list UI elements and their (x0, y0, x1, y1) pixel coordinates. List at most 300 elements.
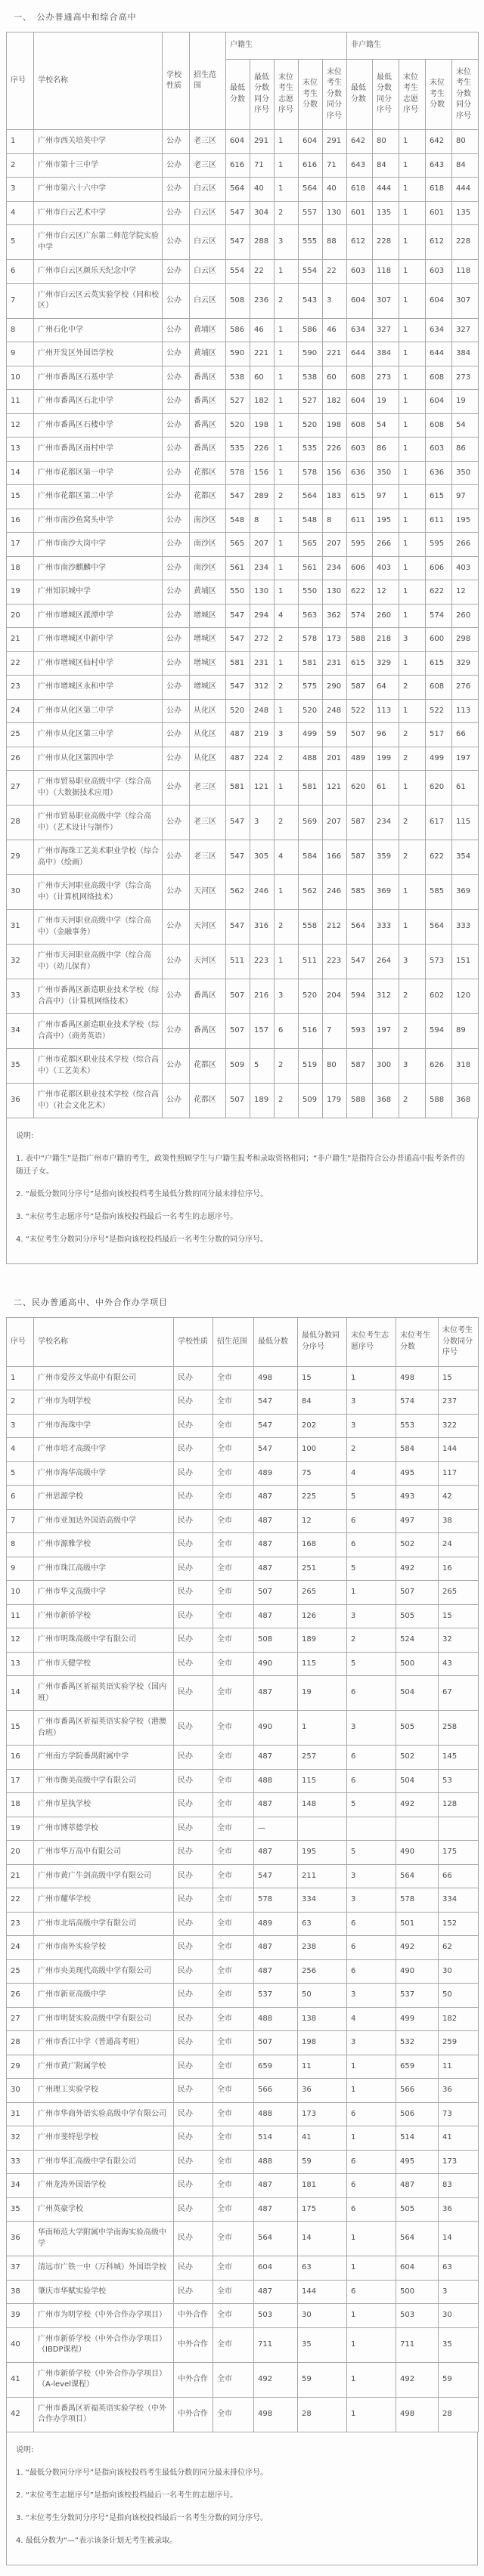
cell-value: 1 (347, 2079, 396, 2103)
cell-value: 487 (254, 1841, 298, 1865)
notes-title: 说明: (16, 1132, 34, 1140)
cell-value: 民办 (174, 2031, 213, 2055)
cell-value: 221 (250, 342, 275, 366)
cell-value: 527 (226, 390, 250, 414)
table-row (7, 2256, 479, 2281)
cell-value: 公办 (163, 747, 190, 771)
cell-value: 503 (396, 2304, 439, 2328)
cell-school-name: 广州市耀华学校 (34, 1888, 174, 1913)
cell-value: 566 (254, 2079, 298, 2103)
cell-seq: 14 (7, 461, 34, 485)
cell-value: 公办 (163, 699, 190, 723)
column-header-min-score: 最低分数 (347, 59, 373, 130)
cell-school-name: 华南师范大学附属中学南海实验高级中学 (34, 2222, 174, 2256)
cell-school-name: 广州市白云艺术中学 (34, 201, 163, 225)
cell-value: 2 (399, 747, 426, 771)
cell-value: 581 (299, 651, 323, 676)
table-row (7, 1793, 479, 1817)
table-row (7, 723, 479, 747)
cell-value: 75 (298, 1461, 347, 1486)
cell-value: 2 (347, 1628, 396, 1653)
cell-value: 636 (426, 461, 452, 485)
cell-value: 61 (373, 771, 399, 806)
cell-value: 从化区 (190, 699, 226, 723)
cell-value: 126 (298, 1604, 347, 1628)
cell-school-name: 广州市番禺区新造职业技术学校（综合高中）（商务英语） (34, 1014, 163, 1049)
cell-value: 6 (347, 1936, 396, 1960)
cell-value: 135 (373, 201, 399, 225)
cell-value: 83 (439, 2174, 479, 2198)
cell-value: 272 (250, 628, 275, 652)
cell-value: 547 (347, 945, 373, 979)
cell-value: 南沙区 (190, 556, 226, 580)
cell-school-name: 广州市贸易职业高级中学（综合高中）（大数据技术应用） (34, 771, 163, 806)
cell-value: 3 (250, 806, 275, 840)
cell-value: 3 (323, 283, 347, 318)
cell-school-name: 广州市海珠工艺美术职业学校（综合高中）（绘画） (34, 840, 163, 875)
cell-school-name: 广州市番禺区石基中学 (34, 366, 163, 390)
column-header-seq: 序号 (7, 32, 34, 130)
cell-value: 489 (254, 1912, 298, 1936)
cell-value: 花都区 (190, 461, 226, 485)
cell-value: 32 (439, 1628, 479, 1653)
cell-value: 327 (452, 318, 479, 342)
cell-school-name: 广州市珠江高级中学 (34, 1557, 174, 1581)
cell-value: 219 (250, 723, 275, 747)
cell-value: 608 (426, 366, 452, 390)
cell-school-name: 广州市南沙大岗中学 (34, 533, 163, 557)
cell-value (347, 1817, 396, 1841)
cell-value: 369 (452, 875, 479, 910)
cell-value: 564 (396, 1864, 439, 1888)
cell-value: 1 (275, 875, 299, 910)
cell-value: 增城区 (190, 628, 226, 652)
cell-value: 173 (298, 2102, 347, 2126)
cell-seq: 30 (7, 2079, 34, 2103)
cell-value: 259 (439, 2031, 479, 2055)
cell-value: 公办 (163, 945, 190, 979)
cell-seq: 9 (7, 342, 34, 366)
cell-value: 333 (452, 910, 479, 945)
cell-value: 民办 (174, 2174, 213, 2198)
cell-value: 601 (426, 201, 452, 225)
cell-value: 全市 (213, 1711, 254, 1746)
cell-value: 2 (275, 485, 299, 509)
cell-value: 全市 (213, 1769, 254, 1793)
cell-seq: 33 (7, 2150, 34, 2174)
cell-value: 1 (399, 509, 426, 533)
note-item: 1. 表中“户籍生”是指广州市户籍的考生，政策性照顾学生与户籍生报考和录取资格相同；“非户籍生”是指符合公办普通高中报考条件的随迁子女。 (16, 1155, 465, 1176)
cell-value: 499 (299, 723, 323, 747)
cell-value: 168 (298, 1533, 347, 1557)
cell-value: 248 (250, 699, 275, 723)
cell-value: 507 (254, 2031, 298, 2055)
cell-value: 2 (399, 723, 426, 747)
cell-value: 54 (373, 413, 399, 438)
cell-value: 公办 (163, 840, 190, 875)
cell-value: 番禺区 (190, 979, 226, 1014)
table-row (7, 1509, 479, 1533)
column-header-hukou-group: 户籍生 (226, 32, 347, 60)
cell-value: 403 (452, 556, 479, 580)
cell-value: 487 (254, 2280, 298, 2304)
cell-value: 181 (298, 2174, 347, 2198)
cell-value: 304 (250, 201, 275, 225)
cell-seq: 11 (7, 390, 34, 414)
cell-value: 11 (298, 2055, 347, 2079)
cell-value: 307 (373, 283, 399, 318)
cell-value: 487 (254, 1557, 298, 1581)
cell-value: 2 (275, 283, 299, 318)
cell-value: 492 (396, 1936, 439, 1960)
cell-value: 5 (347, 1557, 396, 1581)
cell-seq: 20 (7, 604, 34, 628)
cell-value: 全市 (213, 1390, 254, 1415)
table-row (7, 366, 479, 390)
cell-value: 608 (426, 413, 452, 438)
cell-value: 201 (323, 747, 347, 771)
cell-value: 6 (347, 1746, 396, 1770)
cell-value: 503 (254, 2304, 298, 2328)
cell-value: 1 (399, 201, 426, 225)
cell-value: 15 (298, 1366, 347, 1390)
cell-value: 公办 (163, 1084, 190, 1118)
cell-value: 514 (254, 2126, 298, 2151)
cell-value: 354 (452, 840, 479, 875)
cell-value: 民办 (174, 1461, 213, 1486)
cell-value: 522 (426, 699, 452, 723)
cell-school-name: 广州市白云区颜乐天纪念中学 (34, 260, 163, 284)
cell-value: 1 (399, 260, 426, 284)
cell-seq: 18 (7, 556, 34, 580)
cell-value: 495 (396, 2150, 439, 2174)
cell-value: 59 (298, 2362, 347, 2397)
cell-value: 97 (452, 485, 479, 509)
cell-value: 238 (298, 1936, 347, 1960)
cell-value: 487 (226, 723, 250, 747)
section1-title: 一、 公办普通高中和综合高中 (14, 12, 137, 22)
cell-value: 620 (347, 771, 373, 806)
table-row (7, 2126, 479, 2151)
cell-value: 全市 (213, 2174, 254, 2198)
cell-value: 547 (226, 628, 250, 652)
cell-value: 587 (347, 1049, 373, 1084)
cell-value: 182 (250, 390, 275, 414)
cell-school-name: 广州市斐特思学校 (34, 2126, 174, 2151)
cell-value: 花都区 (190, 1084, 226, 1118)
cell-value: 50 (439, 1984, 479, 2008)
cell-value: 全市 (213, 1984, 254, 2008)
cell-value: 618 (426, 178, 452, 202)
table-row (7, 875, 479, 910)
cell-value: 35 (298, 2327, 347, 2362)
cell-value: 88 (323, 225, 347, 260)
cell-value: 198 (323, 413, 347, 438)
cell-value: 全市 (213, 2197, 254, 2222)
cell-school-name: 广州市源雅学校 (34, 1533, 174, 1557)
cell-seq: 11 (7, 1604, 34, 1628)
cell-value: 659 (396, 2055, 439, 2079)
cell-value: 384 (452, 342, 479, 366)
cell-seq: 28 (7, 806, 34, 840)
cell-value: 民办 (174, 2197, 213, 2222)
cell-seq: 28 (7, 2031, 34, 2055)
cell-value: 6 (347, 2197, 396, 2222)
cell-value: 588 (426, 1084, 452, 1118)
column-header-min-score-tie: 最低分数同分序号 (298, 1318, 347, 1367)
cell-value: 天河区 (190, 910, 226, 945)
table1-body (7, 130, 479, 1118)
cell-value: 604 (347, 390, 373, 414)
cell-value: 547 (254, 1414, 298, 1438)
cell-value: 520 (226, 699, 250, 723)
cell-value: 1 (399, 699, 426, 723)
table-row (7, 413, 479, 438)
cell-school-name: 广州市增城区派潭中学 (34, 604, 163, 628)
column-header-scope: 招生范围 (213, 1318, 254, 1367)
public-schools-table (6, 32, 479, 1118)
cell-school-name: 广州市花都区职业技术学校（综合高中）（社会文化艺术） (34, 1084, 163, 1118)
cell-value: 3 (347, 1864, 396, 1888)
cell-value: 565 (299, 533, 323, 557)
cell-value: 318 (452, 1049, 479, 1084)
table-row (7, 318, 479, 342)
cell-value: 204 (323, 979, 347, 1014)
cell-value: 711 (254, 2327, 298, 2362)
cell-value: 500 (396, 2280, 439, 2304)
cell-value: 257 (298, 1746, 347, 1770)
cell-seq: 32 (7, 945, 34, 979)
cell-value: 2 (275, 747, 299, 771)
cell-value: 207 (323, 806, 347, 840)
cell-value: 362 (323, 604, 347, 628)
cell-school-name: 广州市增城区仙村中学 (34, 651, 163, 676)
cell-value: 290 (323, 676, 347, 700)
cell-value: 公办 (163, 771, 190, 806)
cell-value: 562 (226, 875, 250, 910)
cell-value: 118 (373, 260, 399, 284)
cell-value: 487 (254, 1509, 298, 1533)
cell-seq: 9 (7, 1557, 34, 1581)
cell-value: 民办 (174, 2007, 213, 2031)
cell-value: 618 (347, 178, 373, 202)
cell-value: 189 (250, 1084, 275, 1118)
table-row (7, 1486, 479, 1510)
cell-value: 全市 (213, 1461, 254, 1486)
cell-value: 520 (226, 413, 250, 438)
cell-value: 128 (439, 1793, 479, 1817)
cell-value: 84 (452, 153, 479, 178)
column-header-nature: 学校性质 (163, 32, 190, 130)
cell-seq: 41 (7, 2362, 34, 2397)
table-row (7, 201, 479, 225)
cell-value: 588 (347, 628, 373, 652)
cell-value: 547 (226, 485, 250, 509)
cell-value: 490 (254, 1711, 298, 1746)
cell-value: 587 (347, 676, 373, 700)
note-item: 2. “最低分数同分序号”是指向该校投档考生最低分数的同分最末排位序号。 (16, 1190, 268, 1198)
cell-value: 64 (373, 676, 399, 700)
cell-seq: 27 (7, 771, 34, 806)
cell-value: 492 (396, 2362, 439, 2397)
cell-value: 民办 (174, 1959, 213, 1984)
table-row (7, 2222, 479, 2256)
cell-value: 226 (323, 438, 347, 462)
cell-value: 234 (323, 556, 347, 580)
cell-value: 19 (373, 390, 399, 414)
cell-value: 198 (250, 413, 275, 438)
table-row (7, 2055, 479, 2079)
cell-value: 公办 (163, 342, 190, 366)
cell-value: 民办 (174, 1366, 213, 1390)
cell-value: 487 (254, 1746, 298, 1770)
cell-school-name: 广州市增城区中新中学 (34, 628, 163, 652)
cell-value (396, 1817, 439, 1841)
cell-school-name: 广州市天河职业高级中学（综合高中）（计算机网络技术） (34, 875, 163, 910)
cell-value: 622 (347, 580, 373, 605)
cell-value: 564 (299, 178, 323, 202)
cell-value: 22 (250, 260, 275, 284)
cell-value: 175 (439, 1841, 479, 1865)
cell-value: 587 (347, 840, 373, 875)
table-row (7, 2327, 479, 2362)
table-row (7, 1390, 479, 1415)
cell-value: 288 (250, 225, 275, 260)
cell-value: 264 (373, 945, 399, 979)
cell-value: 368 (373, 1084, 399, 1118)
cell-value: 80 (323, 1049, 347, 1084)
cell-seq: 6 (7, 1486, 34, 1510)
cell-value: 全市 (213, 1509, 254, 1533)
cell-seq: 3 (7, 178, 34, 202)
cell-school-name: 清远市广铁一中（万科城）外国语学校 (34, 2256, 174, 2281)
cell-value: 600 (426, 628, 452, 652)
cell-value: 197 (373, 1014, 399, 1049)
cell-value: 509 (299, 1084, 323, 1118)
cell-value: 569 (299, 806, 323, 840)
cell-value: 504 (396, 1676, 439, 1711)
cell-value: 622 (426, 840, 452, 875)
cell-value: 民办 (174, 1676, 213, 1711)
cell-value: 59 (298, 2150, 347, 2174)
cell-value: 61 (452, 771, 479, 806)
cell-value: 291 (323, 130, 347, 154)
cell-value: 全市 (213, 1557, 254, 1581)
note-item: 2. “末位考生志愿序号”是指向该校投档最后一名考生的志愿序号。 (16, 2491, 238, 2500)
cell-school-name: 广州知识城中学 (34, 580, 163, 605)
cell-value: 199 (373, 747, 399, 771)
notes-title: 说明: (16, 2445, 34, 2454)
cell-value: 608 (347, 366, 373, 390)
cell-value: 1 (399, 178, 426, 202)
cell-value: 497 (396, 1509, 439, 1533)
cell-seq: 25 (7, 723, 34, 747)
cell-value: 595 (347, 533, 373, 557)
cell-school-name: 广州石化中学 (34, 318, 163, 342)
cell-value: 622 (426, 580, 452, 605)
cell-value: 182 (323, 390, 347, 414)
cell-value: 全市 (213, 2055, 254, 2079)
cell-value: 115 (452, 806, 479, 840)
cell-value: 3 (275, 225, 299, 260)
cell-value: 266 (373, 533, 399, 557)
cell-school-name: 广州市海珠中学 (34, 1414, 174, 1438)
cell-value: 590 (226, 342, 250, 366)
cell-value: 南沙区 (190, 533, 226, 557)
cell-value: 498 (396, 2397, 439, 2432)
cell-school-name: 广州市从化区第三中学 (34, 723, 163, 747)
cell-seq: 30 (7, 875, 34, 910)
cell-value: 公办 (163, 413, 190, 438)
table-row (7, 438, 479, 462)
column-header-school: 学校名称 (34, 32, 163, 130)
cell-value: 1 (347, 1366, 396, 1390)
cell-value: 547 (226, 806, 250, 840)
cell-value: 3 (399, 1049, 426, 1084)
cell-value: 488 (254, 2102, 298, 2126)
cell-seq: 32 (7, 2126, 34, 2151)
cell-value: 511 (299, 945, 323, 979)
cell-value: 24 (439, 1533, 479, 1557)
cell-value: 1 (399, 556, 426, 580)
cell-value: 6 (347, 1912, 396, 1936)
cell-value: 329 (452, 651, 479, 676)
cell-value: 番禺区 (190, 413, 226, 438)
cell-seq: 4 (7, 201, 34, 225)
cell-value: 白云区 (190, 225, 226, 260)
cell-value: 509 (226, 1049, 250, 1084)
cell-school-name: 广州思源学校 (34, 1486, 174, 1510)
cell-seq: 8 (7, 318, 34, 342)
cell-value: 498 (396, 1366, 439, 1390)
cell-value: 1 (275, 771, 299, 806)
table1-header (7, 32, 479, 130)
cell-value: 581 (226, 771, 250, 806)
cell-value: 19 (452, 390, 479, 414)
cell-value: 562 (299, 875, 323, 910)
cell-value: 152 (439, 1912, 479, 1936)
cell-school-name: 广州市央美现代高级中学有限公司 (34, 1959, 174, 1984)
cell-value: 1 (275, 413, 299, 438)
table-row (7, 2079, 479, 2103)
cell-school-name: 广州市番禺区石北中学 (34, 390, 163, 414)
cell-school-name: 广州市南沙麒麟中学 (34, 556, 163, 580)
cell-school-name: 广州市南沙鱼窝头中学 (34, 509, 163, 533)
cell-value: 643 (347, 153, 373, 178)
cell-seq: 23 (7, 676, 34, 700)
column-header-min-score: 最低分数 (226, 59, 250, 130)
cell-value: 130 (323, 201, 347, 225)
table-row (7, 1604, 479, 1628)
table-row (7, 1912, 479, 1936)
table-row (7, 1049, 479, 1084)
cell-value: 公办 (163, 604, 190, 628)
cell-value: 89 (452, 1014, 479, 1049)
cell-seq: 18 (7, 1793, 34, 1817)
cell-value: 616 (299, 153, 323, 178)
cell-value: 全市 (213, 1414, 254, 1438)
cell-value: 604 (347, 283, 373, 318)
cell-value: 1 (347, 2327, 396, 2362)
cell-value: 15 (439, 1604, 479, 1628)
cell-value: 334 (298, 1888, 347, 1913)
cell-value: 35 (439, 2327, 479, 2362)
cell-value: 520 (299, 699, 323, 723)
cell-school-name: 广州南方学院番禺附属中学 (34, 1746, 174, 1770)
cell-value: 71 (250, 153, 275, 178)
cell-value: 1 (399, 390, 426, 414)
cell-value: 564 (299, 485, 323, 509)
